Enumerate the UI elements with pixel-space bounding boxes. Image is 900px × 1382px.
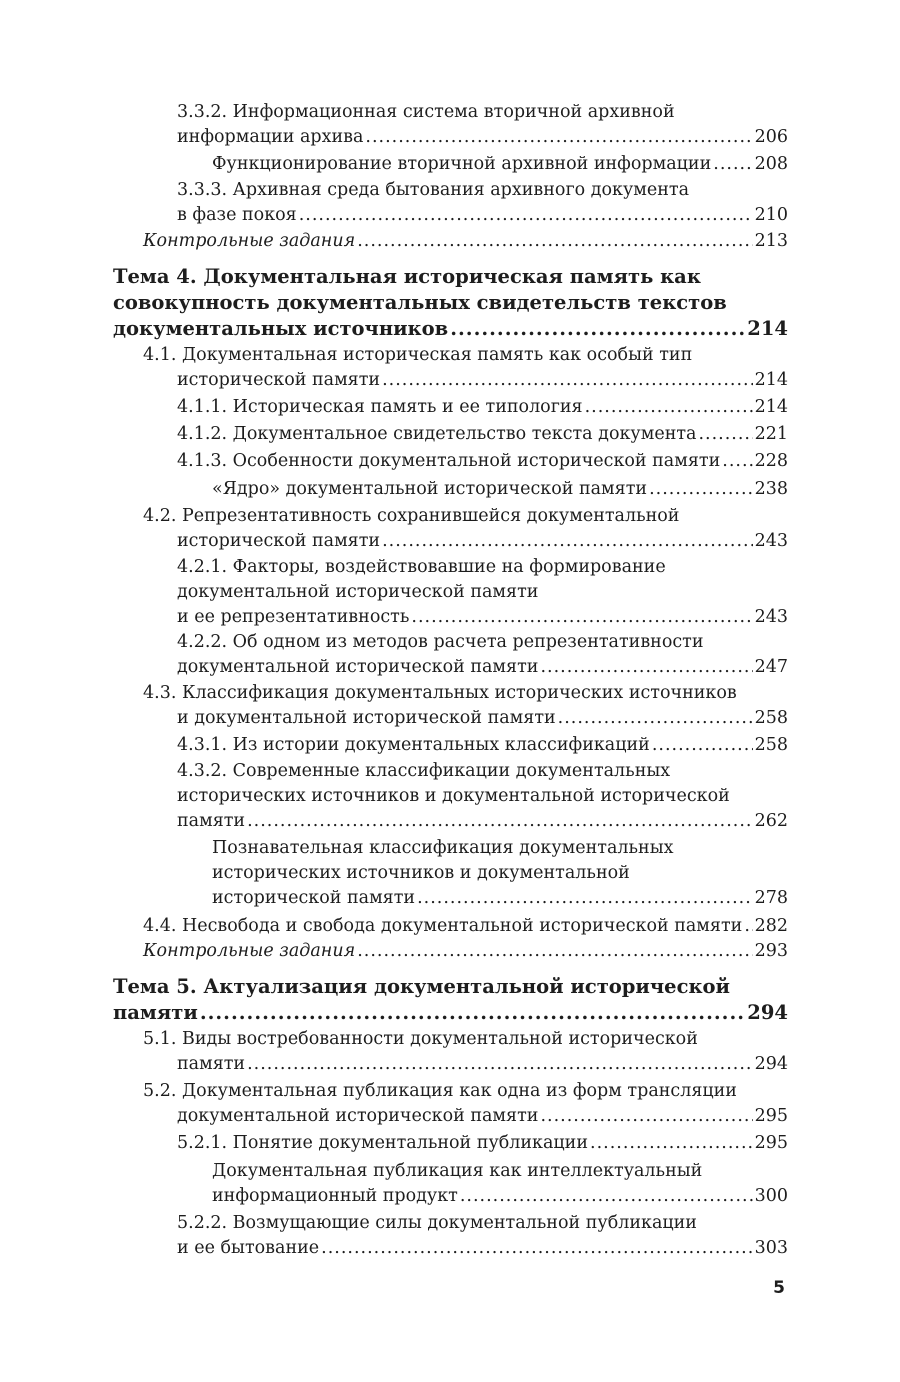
toc-leader-dots xyxy=(450,316,745,342)
toc-entry xyxy=(143,681,788,731)
toc-entry-title: Контрольные задания xyxy=(143,231,356,251)
toc-entry xyxy=(143,1079,788,1129)
toc-entry-line xyxy=(143,529,788,554)
toc-page-number: 303 xyxy=(754,1238,788,1258)
toc-entry-title: 4.2.2. Об одном из методов расчета репрезентативности xyxy=(177,632,704,652)
toc-entry xyxy=(212,836,788,911)
toc-leader-dots xyxy=(744,914,752,939)
toc-entry-line xyxy=(212,477,788,502)
toc-entry-title: памяти xyxy=(113,1001,198,1024)
toc-leader-dots xyxy=(382,529,753,554)
toc-entry xyxy=(143,229,788,254)
toc-entry-line xyxy=(177,630,788,655)
toc-entry-line xyxy=(177,759,788,784)
toc-leader-dots xyxy=(698,422,752,447)
toc-page-number: 214 xyxy=(747,317,788,340)
toc-page-number: 243 xyxy=(754,531,788,551)
toc-page-number: 294 xyxy=(754,1054,788,1074)
toc-entry-line xyxy=(113,1000,788,1026)
toc-entry-title: «Ядро» документальной исторической памяти xyxy=(212,479,648,499)
toc-entry-title: памяти xyxy=(177,1054,246,1074)
toc-entry-line xyxy=(143,1079,788,1104)
toc-page-number: 282 xyxy=(754,916,788,936)
toc-page-number: 258 xyxy=(754,708,788,728)
toc-entry-title: 4.1.2. Документальное свидетельство текста документа xyxy=(177,424,697,444)
toc-entry-title: 4.3.2. Современные классификации документальных xyxy=(177,761,671,781)
toc-entry-title: исторической памяти xyxy=(177,531,381,551)
toc-entry-line xyxy=(143,706,788,731)
toc-entry-line xyxy=(143,939,788,964)
toc-entry-line xyxy=(177,605,788,630)
toc-entry xyxy=(177,395,788,420)
toc-entry xyxy=(143,939,788,964)
toc-entry-line xyxy=(143,1027,788,1052)
toc-entry xyxy=(143,343,788,393)
toc-leader-dots xyxy=(558,706,753,731)
toc-entry xyxy=(177,630,788,680)
toc-entry-title: Контрольные задания xyxy=(143,941,356,961)
toc-page-number: 293 xyxy=(754,941,788,961)
toc-entry-line xyxy=(177,1236,788,1261)
toc-entry-title: информации архива xyxy=(177,127,364,147)
toc-entry-line xyxy=(177,809,788,834)
toc-entry-title: совокупность документальных свидетельств текстов xyxy=(113,291,727,314)
toc-entry-title: исторической памяти xyxy=(212,888,416,908)
toc-leader-dots xyxy=(247,1052,752,1077)
toc-entry-title: документальной исторической памяти xyxy=(177,1106,539,1126)
toc-entry-line xyxy=(212,152,788,177)
toc-entry-line xyxy=(177,733,788,758)
toc-leader-dots xyxy=(200,1000,745,1026)
toc-page-number: 258 xyxy=(754,735,788,755)
toc-leader-dots xyxy=(247,809,752,834)
toc-entry xyxy=(143,914,788,939)
toc-leader-dots xyxy=(460,1184,753,1209)
toc-page-number: 228 xyxy=(754,451,788,471)
toc-entry-title: Документальная публикация как интеллектуальный xyxy=(212,1161,703,1181)
toc-entry xyxy=(177,422,788,447)
toc-page-number: 238 xyxy=(754,479,788,499)
toc-entry-line xyxy=(177,1131,788,1156)
toc-entry-line xyxy=(143,504,788,529)
toc-entry-title: 4.1.3. Особенности документальной исторической памяти xyxy=(177,451,721,471)
toc-leader-dots xyxy=(722,449,752,474)
toc-entry-line xyxy=(177,125,788,150)
toc-page-number: 214 xyxy=(754,397,788,417)
toc-entry-title: 5.2. Документальная публикация как одна из форм трансляции xyxy=(143,1081,737,1101)
toc-page-number: 213 xyxy=(754,231,788,251)
toc-entry-title: 5.1. Виды востребованности документальной исторической xyxy=(143,1029,698,1049)
toc-leader-dots xyxy=(357,939,752,964)
toc-entry-line xyxy=(177,555,788,580)
toc-entry-title: 4.3. Классификация документальных исторических источников xyxy=(143,683,737,703)
toc-entry-title: 3.3.2. Информационная система вторичной архивной xyxy=(177,102,675,122)
toc-leader-dots xyxy=(652,733,753,758)
toc-leader-dots xyxy=(299,203,753,228)
toc-entry xyxy=(177,759,788,834)
toc-leader-dots xyxy=(365,125,752,150)
toc-entry-line xyxy=(113,264,788,290)
toc-entry xyxy=(212,1159,788,1209)
toc-entry-line xyxy=(212,886,788,911)
toc-entry-line xyxy=(212,836,788,861)
toc-entry-line xyxy=(177,395,788,420)
toc-entry-title: 4.2.1. Факторы, воздействовавшие на формирование xyxy=(177,557,666,577)
toc-entry-title: документальных источников xyxy=(113,317,449,340)
toc-page-number: 295 xyxy=(754,1133,788,1153)
toc-leader-dots xyxy=(590,1131,753,1156)
toc-entry-line xyxy=(177,449,788,474)
toc-entry-title: 4.4. Несвобода и свобода документальной исторической памяти xyxy=(143,916,743,936)
toc-entry xyxy=(177,1211,788,1261)
toc-entry-line xyxy=(212,861,788,886)
toc-entry-line xyxy=(212,1184,788,1209)
toc-entry-line xyxy=(177,784,788,809)
toc-entry xyxy=(212,152,788,177)
toc-leader-dots xyxy=(585,395,753,420)
toc-entry xyxy=(177,100,788,150)
toc-entry-title: информационный продукт xyxy=(212,1186,458,1206)
toc-entry-title: 4.1. Документальная историческая память как особый тип xyxy=(143,345,693,365)
toc-page-number: 278 xyxy=(754,888,788,908)
toc-topic-entry xyxy=(113,264,788,342)
toc-entry-title: 4.1.1. Историческая память и ее типология xyxy=(177,397,583,417)
toc-entry-line xyxy=(212,1159,788,1184)
toc-leader-dots xyxy=(649,477,753,502)
toc-entry-title: Тема 5. Актуализация документальной исторической xyxy=(113,975,730,998)
toc-entry-title: в фазе покоя xyxy=(177,205,297,225)
toc-entry-title: 3.3.3. Архивная среда бытования архивного документа xyxy=(177,180,690,200)
toc-entry xyxy=(177,733,788,758)
page-number: 5 xyxy=(773,1278,785,1298)
toc-leader-dots xyxy=(540,1104,752,1129)
toc-topic-entry xyxy=(113,974,788,1026)
toc-entry-title: и документальной исторической памяти xyxy=(177,708,556,728)
toc-entry-title: и ее репрезентативность xyxy=(177,607,410,627)
toc-entry-title: 5.2.1. Понятие документальной публикации xyxy=(177,1133,589,1153)
toc-entry-line xyxy=(177,422,788,447)
toc-entry-line xyxy=(177,203,788,228)
toc-page-number: 206 xyxy=(754,127,788,147)
toc-entry-line xyxy=(143,229,788,254)
toc-entry-title: исторических источников и документальной xyxy=(212,863,630,883)
toc-entry-title: и ее бытование xyxy=(177,1238,320,1258)
toc-entry-line xyxy=(177,580,788,605)
toc-page-number: 294 xyxy=(747,1001,788,1024)
toc-entry xyxy=(177,449,788,474)
toc-page-number: 300 xyxy=(754,1186,788,1206)
toc-entry-line xyxy=(143,343,788,368)
toc-entry-title: 5.2.2. Возмущающие силы документальной публикации xyxy=(177,1213,697,1233)
toc-entry-line xyxy=(143,368,788,393)
toc-entry xyxy=(177,555,788,630)
toc-entry-line xyxy=(143,914,788,939)
toc-entry-title: исторической памяти xyxy=(177,370,381,390)
toc-page-number: 208 xyxy=(754,154,788,174)
toc-page-number: 221 xyxy=(754,424,788,444)
toc-entry-title: Тема 4. Документальная историческая память как xyxy=(113,265,701,288)
toc-entry xyxy=(177,1131,788,1156)
toc-entry-title: памяти xyxy=(177,811,246,831)
toc-entry xyxy=(212,477,788,502)
toc-page-number: 210 xyxy=(754,205,788,225)
toc-entry-title: 4.3.1. Из истории документальных классификаций xyxy=(177,735,650,755)
toc-leader-dots xyxy=(417,886,753,911)
toc-entry xyxy=(143,1027,788,1077)
toc-entry-line xyxy=(177,100,788,125)
toc-entry-title: документальной исторической памяти xyxy=(177,657,539,677)
toc-entry-line xyxy=(143,1104,788,1129)
toc-leader-dots xyxy=(382,368,753,393)
toc-page-number: 262 xyxy=(754,811,788,831)
toc-page-number: 214 xyxy=(754,370,788,390)
toc-leader-dots xyxy=(321,1236,752,1261)
toc-leader-dots xyxy=(540,655,752,680)
toc-leader-dots xyxy=(713,152,752,177)
toc-entry-title: Функционирование вторичной архивной информации xyxy=(212,154,712,174)
toc-entry-title: Познавательная классификация документальных xyxy=(212,838,674,858)
toc-page-number: 247 xyxy=(754,657,788,677)
toc-entry-line xyxy=(177,1211,788,1236)
toc-entry-line xyxy=(177,178,788,203)
toc-entry-title: документальной исторической памяти xyxy=(177,582,539,602)
toc-page-number: 295 xyxy=(754,1106,788,1126)
toc-entry xyxy=(177,178,788,228)
toc-entry-title: 4.2. Репрезентативность сохранившейся документальной xyxy=(143,506,680,526)
toc-entry-line xyxy=(143,1052,788,1077)
toc-leader-dots xyxy=(411,605,752,630)
toc-entry xyxy=(143,504,788,554)
toc-entry-line xyxy=(113,316,788,342)
toc-entry-line xyxy=(177,655,788,680)
toc-entry-line xyxy=(143,681,788,706)
toc-entry-title: исторических источников и документальной исторической xyxy=(177,786,730,806)
toc-leader-dots xyxy=(357,229,752,254)
toc-page-number: 243 xyxy=(754,607,788,627)
toc-entry-line xyxy=(113,974,788,1000)
toc-entry-line xyxy=(113,290,788,316)
